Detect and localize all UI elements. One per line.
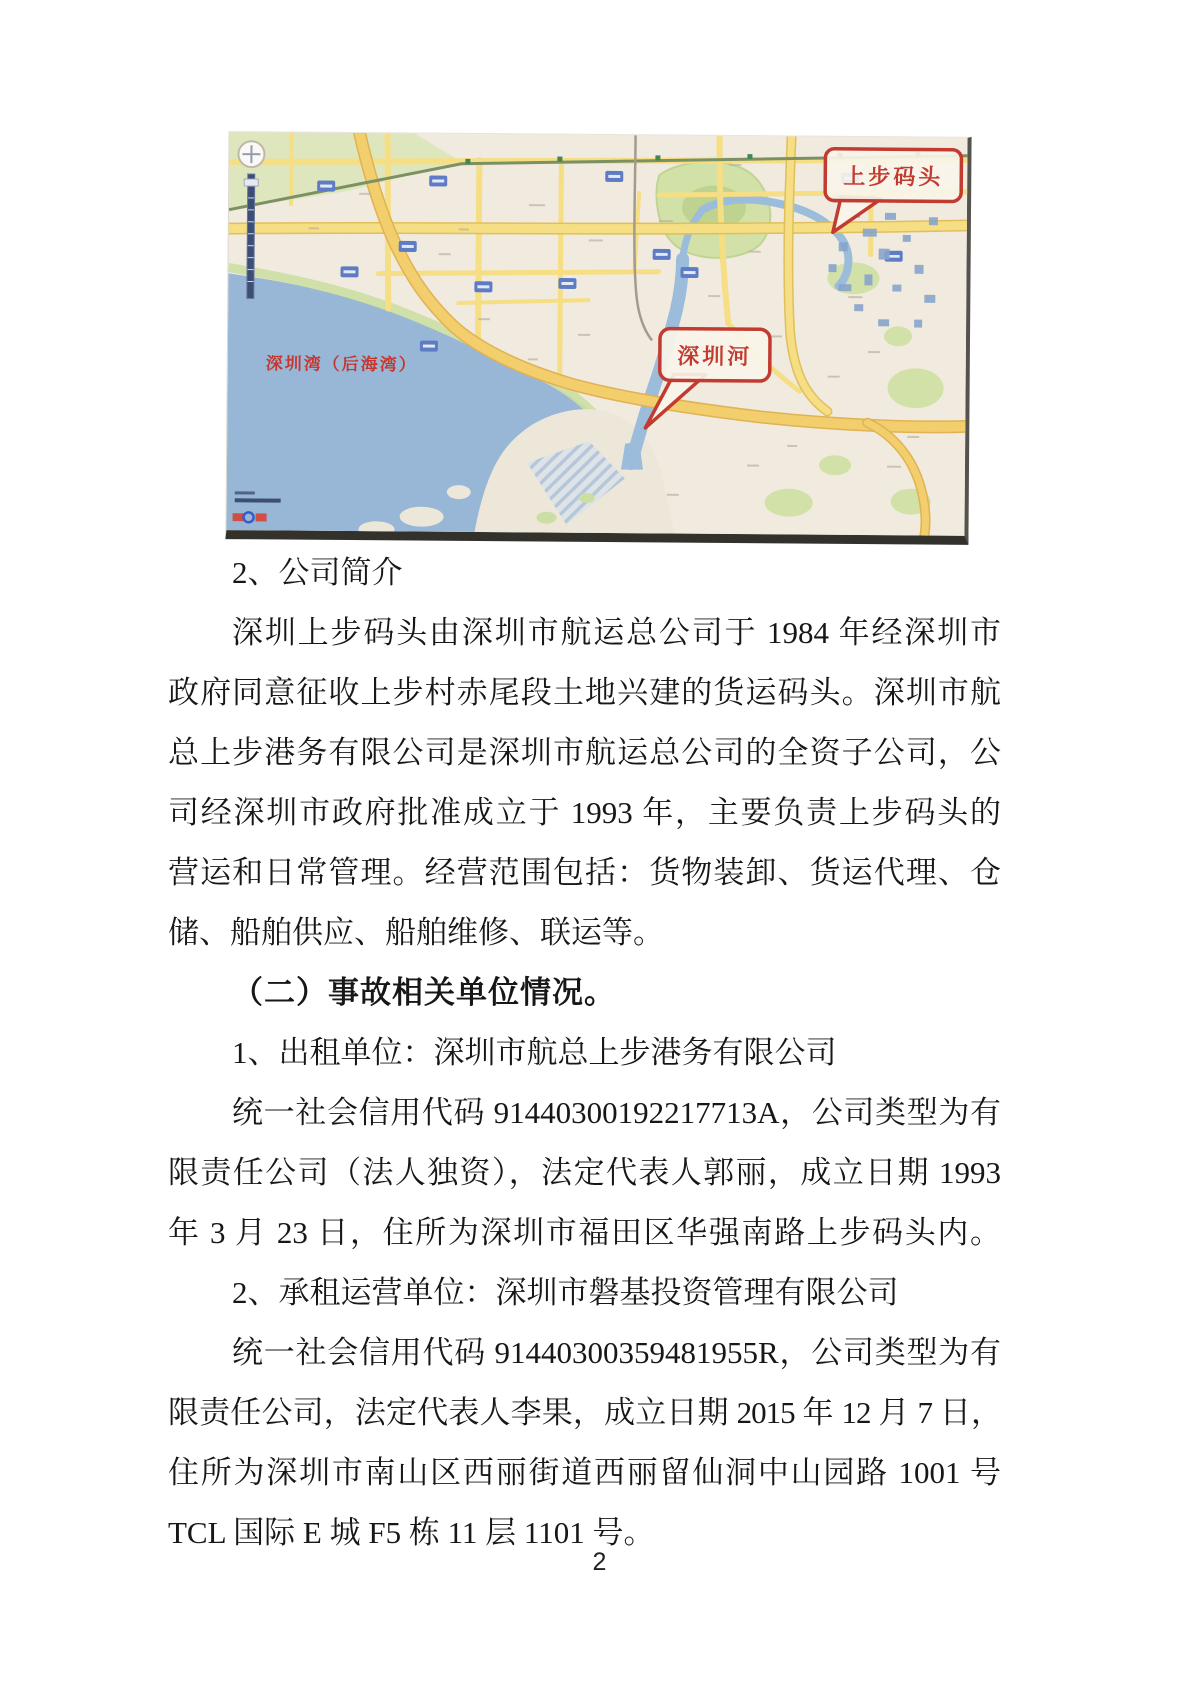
doc-line: 储、船舶供应、船舶维修、联运等。 xyxy=(168,915,664,950)
bay-label: 深圳湾（后海湾） xyxy=(265,354,418,375)
river-callout-label: 深圳河 xyxy=(677,343,753,370)
doc-line: 深圳上步码头由深圳市航运总公司于 1984 年经深圳市 xyxy=(232,615,1001,650)
doc-line: 营运和日常管理。经营范围包括：货物装卸、货运代理、仓 xyxy=(168,855,1001,890)
doc-line: 统一社会信用代码 91440300359481955R，公司类型为有 xyxy=(232,1335,1001,1370)
doc-line: 2、承租运营单位：深圳市磐基投资管理有限公司 xyxy=(232,1275,899,1310)
doc-line: 住所为深圳市南山区西丽街道西丽留仙洞中山园路 1001 号 xyxy=(168,1455,1001,1490)
doc-line: 限责任公司，法定代表人李果，成立日期 2015 年 12 月 7 日， xyxy=(168,1395,1001,1430)
doc-line: TCL 国际 E 城 F5 栋 11 层 1101 号。 xyxy=(168,1515,655,1550)
doc-line: 司经深圳市政府批准成立于 1993 年，主要负责上步码头的 xyxy=(168,795,1001,830)
doc-line: 1、出租单位：深圳市航总上步港务有限公司 xyxy=(232,1035,837,1070)
doc-line: 政府同意征收上步村赤尾段土地兴建的货运码头。深圳市航 xyxy=(168,675,1001,710)
doc-line: 统一社会信用代码 91440300192217713A，公司类型为有 xyxy=(232,1095,1001,1130)
page-number: 2 xyxy=(592,1548,607,1576)
document-body xyxy=(168,543,1001,1563)
doc-section-heading: （二）事故相关单位情况。 xyxy=(232,975,616,1010)
doc-line: 年 3 月 23 日，住所为深圳市福田区华强南路上步码头内。 xyxy=(168,1215,1001,1250)
doc-line: 总上步港务有限公司是深圳市航运总公司的全资子公司，公 xyxy=(168,735,1001,770)
map-svg xyxy=(226,132,967,536)
wharf-callout-label: 上步码头 xyxy=(843,163,944,190)
doc-line: 限责任公司（法人独资），法定代表人郭丽，成立日期 1993 xyxy=(168,1155,1001,1190)
doc-line: 2、公司简介 xyxy=(232,555,403,590)
location-map xyxy=(225,131,971,545)
